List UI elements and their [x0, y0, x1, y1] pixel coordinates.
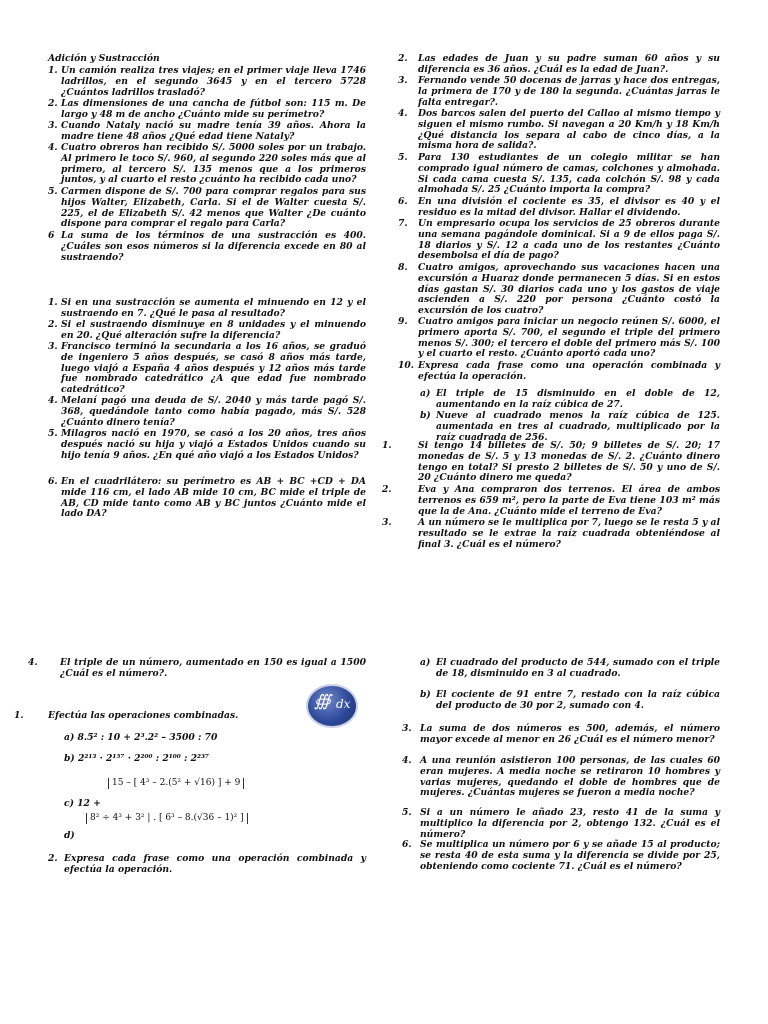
list-item: 6. Se multiplica un número por 6 y se añade 15 al producto; se resta 40 de esta suma y la diferencia se divide por 25, obteniendo como cociente 71. ¿Cuál es el número? [402, 839, 720, 872]
list-item: 4. Dos barcos salen del puerto del Callao al mismo tiempo y siguen el mismo rumbo. Si navegan a 20 Km/h y 18 Km/h ¿Qué distancia los separa al cabo de cinco días, a la misma hora de salida?. [398, 108, 720, 152]
list-item: 4. A una reunión asistieron 100 personas, de las cuales 60 eran mujeres. A media noche se retiraron 10 hombres y varias mujeres, quedando el doble de hombres que de mujeres. ¿Cuántas mujeres se fueron a media noche? [402, 755, 720, 799]
list-item: 1. Un camión realiza tres viajes; en el primer viaje lleva 1746 ladrillos, en el segundo 3645 y en el tercero 5728 ¿Cuántos ladrillos trasladó? [48, 65, 366, 98]
list-item: 7. Un empresario ocupa los servicios de 25 obreros durante una semana pagándole dominical. Si a 9 de ellos paga S/. 18 diarios y S/. 12 a cada uno de los restantes ¿Cuánto desembolsa el día de pago? [398, 218, 720, 262]
list-item: 3. La suma de dos números es 500, además, el número mayor excede al menor en 26 ¿Cuál es el número menor? [402, 723, 720, 745]
list-item: 5. Carmen dispone de S/. 700 para comprar regalos para sus hijos Walter, Elizabeth, Carla. Si el de Walter cuesta S/. 225, el de Elizabeth S/. 42 menos que Walter ¿De cuánto dispone para comprar el regalo para Carla? [48, 186, 366, 230]
list-item: 3. Fernando vende 50 docenas de jarras y hace dos entregas, la primera de 170 y de 180 la segunda. ¿Cuántas jarras le falta entregar?. [398, 75, 720, 108]
section-heading: Adición y Sustracción [48, 53, 160, 64]
list-item: 3. Cuando Nataly nació su madre tenía 39 años. Ahora la madre tiene 48 años ¿Qué edad tiene Nataly? [48, 120, 366, 142]
list-item: 4. El triple de un número, aumentado en 150 es igual a 1500 ¿Cuál es el número?. [28, 657, 366, 679]
list-item: 2. Expresa cada frase como una operación combinada y efectúa la operación. [48, 853, 366, 875]
sub-item: a) El cuadrado del producto de 544, sumado con el triple de 18, disminuido en 3 al cuadrado. [420, 657, 720, 679]
sub-item: b) El cociente de 91 entre 7, restado con la raíz cúbica del producto de 30 por 2, sumado con 4. [420, 689, 720, 711]
sub-item: b) Nueve al cuadrado menos la raíz cúbica de 125. aumentada en tres al cuadrado, multiplicado por la raíz cuadrada de 256. [420, 410, 720, 443]
list-item: 2. Si el sustraendo disminuye en 8 unidades y el minuendo en 20. ¿Qué alteración sufre la diferencia? [48, 319, 366, 341]
list-item: 4. Melaní pagó una deuda de S/. 2040 y más tarde pagó S/. 368, quedándole tanto como había pagado, más S/. 528 ¿Cuánto dinero tenía? [48, 395, 366, 428]
operation-b: b) 2²¹³ · 2¹⁵⁷ · 2²⁰⁰ : 2¹⁰⁰ : 2²³⁷ [64, 753, 210, 764]
list-item: 5. Milagros nació en 1970, se casó a los 20 años, tres años después nació su hija y viajó a Estados Unidos cuando su hijo tenía 9 años. ¿En qué año viajó a los Estados Unidos? [48, 428, 366, 461]
list-item: 2. Eva y Ana compraron dos terrenos. El área de ambos terrenos es 659 m², pero la parte de Eva tiene 103 m² más que la de Ana. ¿Cuánto mide el terreno de Eva? [382, 484, 720, 517]
list-item: 3. Francisco terminó la secundaria a los 16 años, se graduó de ingeniero 5 años después, se casó 8 años más tarde, luego viajó a España 4 años después y 12 años más tarde fue nombrado catedrático ¿A que edad fue nombrado catedrático? [48, 341, 366, 396]
list-item: 2. Las dimensiones de una cancha de fútbol son: 115 m. De largo y 48 m de ancho ¿Cuánto mide su perímetro? [48, 98, 366, 120]
list-item: 3. A un número se le multiplica por 7, luego se le resta 5 y al resultado se le extrae la raíz cuadrada obteniéndose al final 3. ¿Cuál es el número? [382, 517, 720, 550]
list-item: 2. Las edades de Juan y su padre suman 60 años y su diferencia es 36 años. ¿Cuál es la edad de Juan?. [398, 53, 720, 75]
formula-b: 15 – [ 4³ – 2.(5² + √16) ] + 9 [108, 778, 244, 789]
list-item: 6. En el cuadrilátero: su perímetro es AB + BC +CD + DA mide 116 cm, el lado AB mide 10 cm, BC mide el triple de AB, CD mide tanto como AB y BC juntos ¿Cuánto mide el lado DA? [48, 476, 366, 520]
list-item: 8. Cuatro amigos, aprovechando sus vacaciones hacen una excursión a Huaraz donde permanecen 5 días. Si en estos días gastan S/. 30 diarios cada uno y los gastos de viaje ascienden a S/. 220 por persona ¿Cuánto costó la excursión de los cuatro? [398, 262, 720, 317]
operation-a: a) 8.5² : 10 + 2³.2² – 3500 : 70 [64, 732, 218, 743]
list-item: 9. Cuatro amigos para iniciar un negocio reúnen S/. 6000, el primero aporta S/. 700, el segundo el triple del primero menos S/. 300; el tercero el doble del primero más S/. 100 y el cuarto el resto. ¿Cuánto aportó cada uno? [398, 316, 720, 360]
list-item: 6. En una división el cociente es 35, el divisor es 40 y el residuo es la mitad del divisor. Hallar el dividendo. [398, 196, 720, 218]
list-item: 5. Para 130 estudiantes de un colegio militar se han comprado igual número de camas, colchones y almohada. Si cada cama cuesta S/. 135, cada colchón S/. 98 y cada almohada S/. 25 ¿Cuánto importa la compra? [398, 152, 720, 196]
list-item: 1. Efectúa las operaciones combinadas. [14, 710, 239, 721]
list-item: 6 La suma de los términos de una sustracción es 400. ¿Cuáles son esos números si la diferencia excede en 80 al sustraendo? [48, 230, 366, 263]
list-item: 1. Si en una sustracción se aumenta el minuendo en 12 y el sustraendo en 7. ¿Qué le pasa al resultado? [48, 297, 366, 319]
logo [306, 684, 358, 728]
formula-c: 8² ÷ 4³ + 3² | . [ 6³ – 8.(√36 – 1)² ] [86, 813, 248, 824]
dx-text: dx [336, 697, 351, 711]
list-item: 4. Cuatro obreros han recibido S/. 5000 soles por un trabajo. Al primero le toco S/. 960, al segundo 220 soles más que al primero, al tercero S/. 135 menos que a los primeros juntos, y al cuarto el resto ¿cuánto ha recibido cada uno? [48, 142, 366, 186]
operation-d: d) [64, 830, 75, 841]
list-item: 5. Si a un número le añado 23, resto 41 de la suma y multiplico la diferencia por 2, obtengo 132. ¿Cuál es el número? [402, 807, 720, 840]
sub-item: a) El triple de 15 disminuido en el doble de 12, aumentando en la raíz cúbica de 27. [420, 388, 720, 410]
operation-c: c) 12 + [64, 798, 101, 809]
list-item: 1. Si tengo 14 billetes de S/. 50; 9 billetes de S/. 20; 17 monedas de S/. 5 y 13 monedas de S/. 2. ¿Cuánto dinero tengo en total? Si presto 2 billetes de S/. 50 y uno de S/. 20 ¿Cuánto dinero me queda? [382, 440, 720, 484]
list-item: 10. Expresa cada frase como una operación combinada y efectúa la operación. [398, 360, 720, 382]
integral-symbol: ∰ [314, 691, 331, 710]
